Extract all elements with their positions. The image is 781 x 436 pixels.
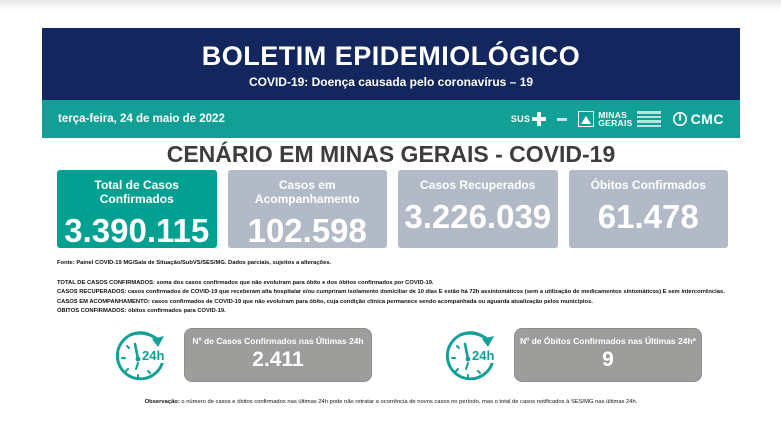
cases-24h-label: Nº de Casos Confirmados nas Últimas 24h: [192, 336, 364, 346]
definition-recuperados: CASOS RECUPERADOS: casos confirmados de COVID-19 que receberam alta hospitalar e/ou cumpriram isolamento domiciliar de 10 dias E estão há 72h assintomáticos (sem a utilização de medicamentos sintomáticos) E sem intercorrências.: [57, 289, 725, 296]
card-label: Óbitos Confirmados: [590, 178, 706, 192]
card-em-acompanhamento: [228, 170, 388, 248]
cmc-logo-label: CMC: [690, 111, 724, 127]
observation-note: [42, 399, 740, 405]
clock-24h-icon: [108, 326, 172, 390]
card-value: 3.226.039: [404, 198, 552, 235]
minas-gerais-slogan-lines: [637, 111, 661, 127]
clock-24h-icon: [438, 326, 502, 390]
deaths-24h-value: 9: [602, 348, 614, 371]
definition-acompanhamento: CASOS EM ACOMPANHAMENTO: casos confirmados de COVID-19 que não evoluíram para óbito, cuja condição clínica permanece sendo acompanhada ou aguarda atualização pelos municípios.: [57, 298, 593, 305]
date-label: terça-feira, 24 de maio de 2022: [58, 113, 225, 125]
sus-logo-label: SUS: [510, 114, 531, 124]
sus-logo: [511, 112, 546, 126]
definition-total-confirmados: TOTAL DE CASOS CONFIRMADOS: soma dos casos confirmados que não evoluíram para óbito e dos óbitos confirmados por COVID-19.: [57, 280, 434, 286]
sus-cross-icon: [532, 112, 546, 126]
minas-gerais-triangle-icon: [578, 111, 594, 127]
card-value: 61.478: [597, 198, 699, 235]
minas-gerais-logo: [578, 111, 660, 127]
card-obitos: [569, 170, 729, 248]
logo-strip: [511, 111, 724, 127]
deaths-24h-box: [514, 328, 702, 382]
card-label: Casos Recuperados: [420, 178, 536, 192]
cases-24h-group: [108, 324, 372, 390]
card-recuperados: [398, 170, 558, 248]
observation-text: o número de casos e óbitos confirmados nas últimas 24h pode não retratar a ocorrência de novos casos no período, mas o total de casos notificados à SES/MG nas últimas 24h.: [179, 399, 638, 405]
deaths-24h-label: Nº de Óbitos Confirmados nas Últimas 24h*: [520, 336, 696, 346]
minas-gerais-logo-label: MINAS GERAIS: [598, 110, 633, 128]
top-edge-shadow: [0, 0, 781, 10]
card-label: Total de Casos Confirmados: [94, 178, 179, 206]
cmc-logo: [672, 111, 724, 127]
deaths-24h-group: [438, 324, 702, 390]
card-label: Casos em Acompanhamento: [254, 178, 360, 206]
cases-24h-value: 2.411: [252, 348, 304, 371]
definitions-block: [57, 279, 757, 317]
bulletin-title: BOLETIM EPIDEMIOLÓGICO: [201, 41, 581, 71]
cmc-ring-icon: [672, 111, 688, 127]
card-total-confirmados: [57, 170, 217, 248]
bulletin-subtitle: COVID-19: Doença causada pelo coronavírus – 19: [248, 75, 534, 89]
section-title: CENÁRIO EM MINAS GERAIS - COVID-19: [166, 141, 616, 167]
observation-label: Observação:: [144, 399, 180, 405]
source-note: Fonte: Painel COVID-19 MG/Sala de Situação/SubVS/SES/MG. Dados parciais, sujeitos a alterações.: [57, 260, 332, 266]
definition-obitos: ÓBITOS CONFIRMADOS: óbitos confirmados para COVID-19.: [57, 308, 226, 315]
card-value: 102.598: [247, 212, 367, 249]
svg-text:24h: 24h: [142, 348, 165, 363]
cases-24h-box: [184, 328, 372, 382]
last-24h-row: [0, 324, 781, 394]
header-banner: [42, 28, 740, 100]
date-bar: [42, 100, 740, 138]
federal-gov-mark: [557, 118, 567, 121]
svg-text:24h: 24h: [472, 348, 495, 363]
card-value: 3.390.115: [64, 212, 210, 249]
stat-cards: [57, 170, 728, 248]
